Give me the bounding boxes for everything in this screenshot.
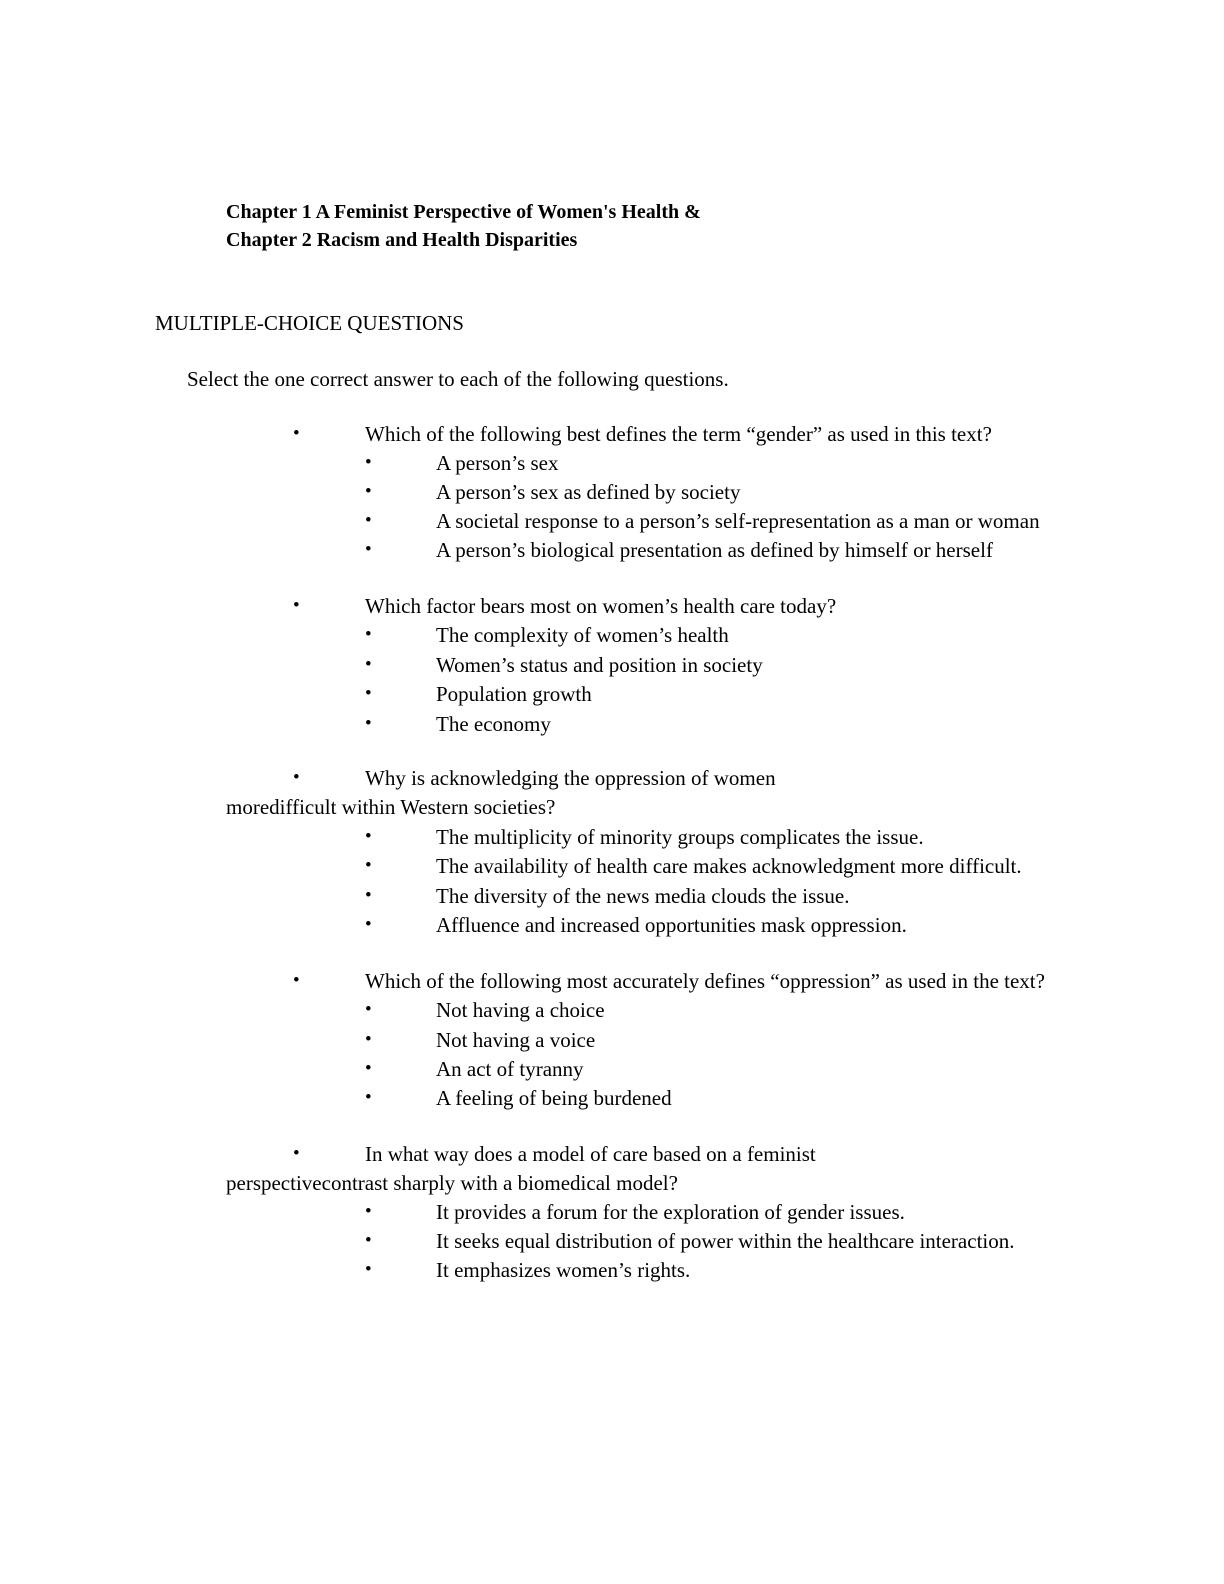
option-bullet: • — [365, 1259, 372, 1280]
option-bullet: • — [365, 510, 372, 531]
question-text-continued: perspectivecontrast sharply with a biomedical model? — [226, 1171, 678, 1195]
option-bullet: • — [365, 624, 372, 645]
option-bullet: • — [365, 914, 372, 935]
option-bullet: • — [365, 452, 372, 473]
option: The complexity of women’s health — [436, 623, 729, 647]
option-bullet: • — [365, 654, 372, 675]
option: A person’s sex — [436, 451, 559, 475]
option: A feeling of being burdened — [436, 1086, 672, 1110]
question-text-continued: moredifficult within Western societies? — [226, 795, 556, 819]
question-text: In what way does a model of care based on a feminist — [365, 1142, 816, 1166]
option-bullet: • — [365, 1201, 372, 1222]
option-bullet: • — [365, 713, 372, 734]
option: Not having a choice — [436, 998, 605, 1022]
option: Affluence and increased opportunities mask oppression. — [436, 913, 907, 937]
section-heading: MULTIPLE-CHOICE QUESTIONS — [155, 311, 464, 335]
option-bullet: • — [365, 885, 372, 906]
option-bullet: • — [365, 481, 372, 502]
option: The economy — [436, 712, 551, 736]
question-bullet: • — [293, 1143, 300, 1164]
title-line-1: Chapter 1 A Feminist Perspective of Women's Health & — [226, 201, 701, 223]
option-bullet: • — [365, 999, 372, 1020]
option-bullet: • — [365, 826, 372, 847]
option: Not having a voice — [436, 1028, 596, 1052]
option: Women’s status and position in society — [436, 653, 763, 677]
option: The availability of health care makes acknowledgment more difficult. — [436, 854, 1022, 878]
title-line-2: Chapter 2 Racism and Health Disparities — [226, 229, 578, 251]
option: The diversity of the news media clouds the issue. — [436, 884, 850, 908]
option: It seeks equal distribution of power within the healthcare interaction. — [436, 1229, 1015, 1253]
option: Population growth — [436, 682, 592, 706]
option: A person’s sex as defined by society — [436, 480, 741, 504]
question-bullet: • — [293, 767, 300, 788]
option-bullet: • — [365, 683, 372, 704]
option-bullet: • — [365, 1029, 372, 1050]
question-text: Which of the following most accurately defines “oppression” as used in the text? — [365, 969, 1045, 993]
question-text: Which of the following best defines the term “gender” as used in this text? — [365, 422, 992, 446]
option: It emphasizes women’s rights. — [436, 1258, 691, 1282]
option: An act of tyranny — [436, 1057, 584, 1081]
option-bullet: • — [365, 1087, 372, 1108]
question-bullet: • — [293, 595, 300, 616]
option-bullet: • — [365, 539, 372, 560]
question-bullet: • — [293, 423, 300, 444]
option-bullet: • — [365, 1058, 372, 1079]
option: The multiplicity of minority groups complicates the issue. — [436, 825, 924, 849]
option: A societal response to a person’s self-representation as a man or woman — [436, 509, 1040, 533]
option: It provides a forum for the exploration of gender issues. — [436, 1200, 905, 1224]
question-text: Which factor bears most on women’s health care today? — [365, 594, 837, 618]
option-bullet: • — [365, 855, 372, 876]
instructions: Select the one correct answer to each of the following questions. — [187, 367, 729, 391]
option: A person’s biological presentation as defined by himself or herself — [436, 538, 993, 562]
question-text: Why is acknowledging the oppression of women — [365, 766, 776, 790]
option-bullet: • — [365, 1230, 372, 1251]
question-bullet: • — [293, 970, 300, 991]
